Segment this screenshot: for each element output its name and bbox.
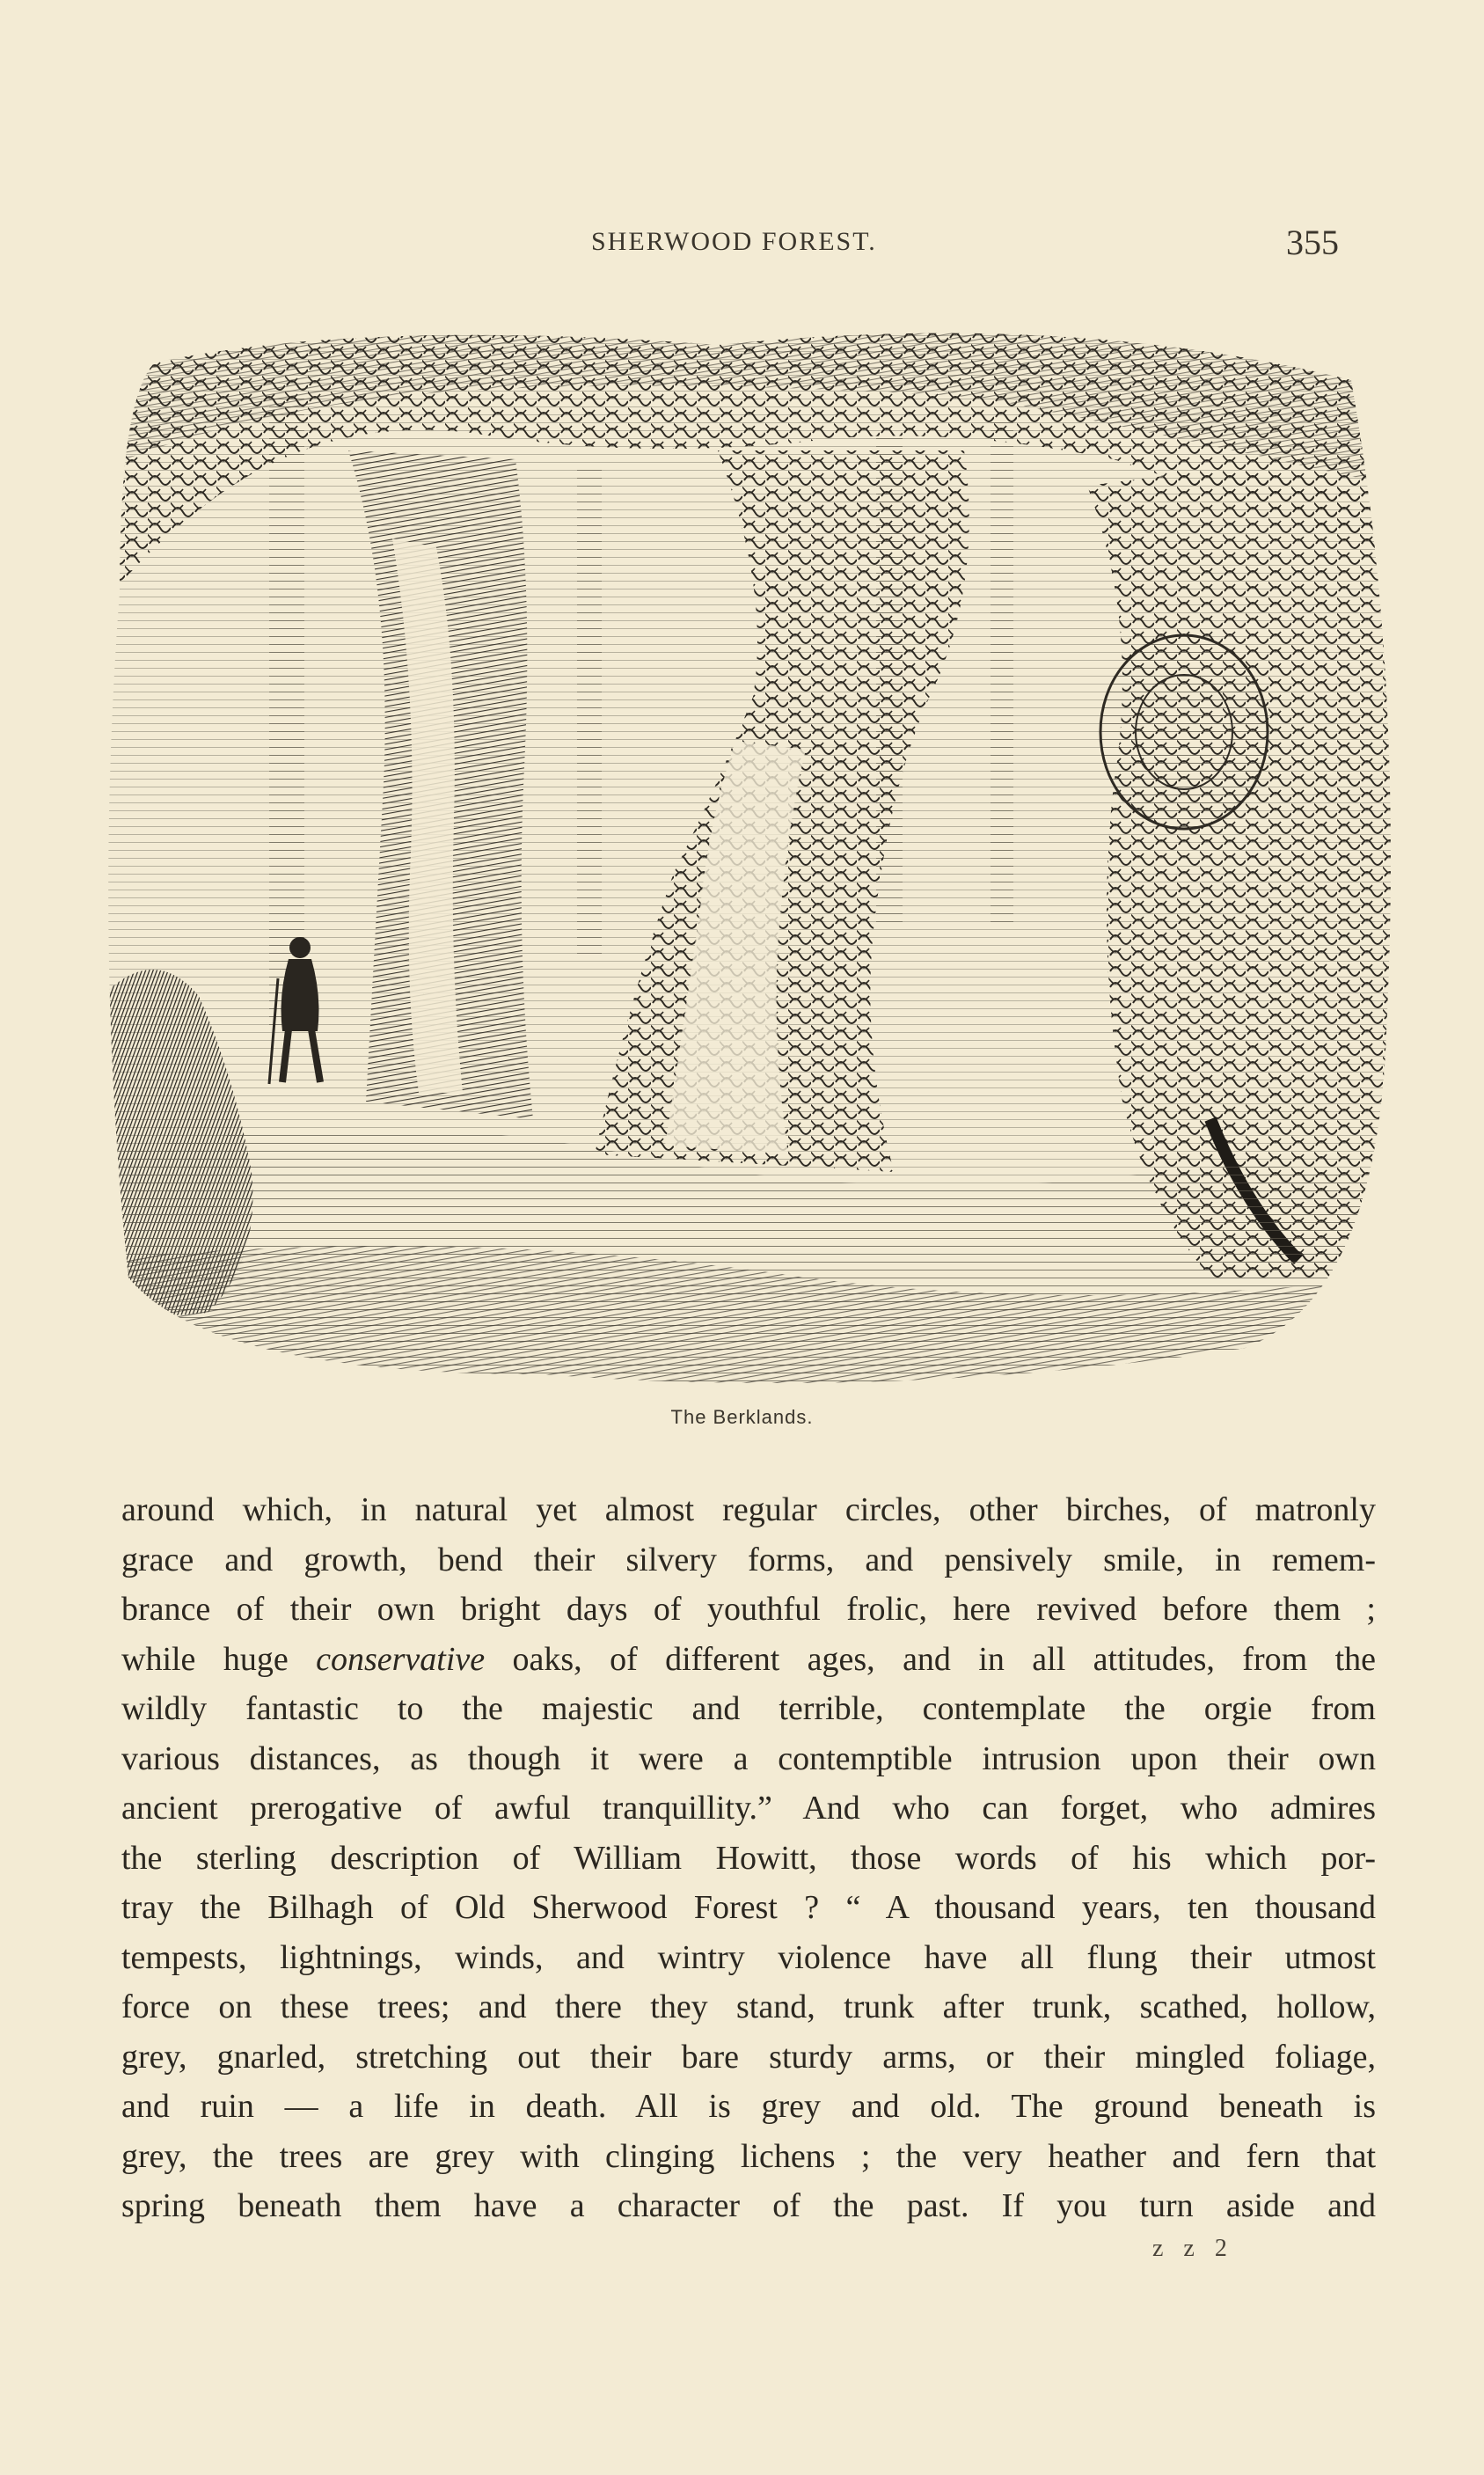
text-line: and ruin — a life in death. All is grey and old. The ground beneath is xyxy=(121,2088,1376,2125)
text-line xyxy=(121,1635,1376,1685)
text-line: grey, gnarled, stretching out their bare sturdy arms, or their mingled foliage, xyxy=(121,2038,1376,2076)
running-head xyxy=(0,223,1484,262)
signature-mark: z z 2 xyxy=(1152,2235,1234,2262)
body-text xyxy=(121,1485,1376,2231)
text-segment: while huge xyxy=(121,1640,317,1678)
text-line: ancient prerogative of awful tranquillity.” And who can forget, who admires xyxy=(121,1790,1376,1827)
text-segment: oaks, of different ages, and in all attitudes, from the xyxy=(485,1640,1376,1678)
text-line: wildly fantastic to the majestic and terrible, contemplate the orgie from xyxy=(121,1690,1376,1727)
text-line: grace and growth, bend their silvery forms, and pensively smile, in remem- xyxy=(121,1541,1376,1578)
running-title: SHERWOOD FOREST. xyxy=(591,227,877,256)
page-number: 355 xyxy=(1286,223,1339,262)
text-line: tempests, lightnings, winds, and wintry violence have all flung their utmost xyxy=(121,1938,1376,1976)
text-line: tray the Bilhagh of Old Sherwood Forest ? “ A thousand years, ten thousand xyxy=(121,1889,1376,1926)
text-line: force on these trees; and there they stand, trunk after trunk, scathed, hollow, xyxy=(121,1988,1376,2025)
text-line: spring beneath them have a character of the past. If you turn aside and xyxy=(121,2187,1376,2224)
figure-caption: The Berklands. xyxy=(670,1406,814,1428)
text-line: around which, in natural yet almost regular circles, other birches, of matronly xyxy=(121,1491,1376,1528)
text-line: the sterling description of William Howitt, those words of his which por- xyxy=(121,1839,1376,1877)
text-line: grey, the trees are grey with clinging lichens ; the very heather and fern that xyxy=(121,2137,1376,2175)
text-line: various distances, as though it were a contemptible intrusion upon their own xyxy=(121,1739,1376,1777)
forest-engraving-illustration xyxy=(102,327,1393,1394)
text-line: brance of their own bright days of youthful frolic, here revived before them ; xyxy=(121,1591,1376,1628)
italic-word: conservative xyxy=(316,1640,486,1678)
